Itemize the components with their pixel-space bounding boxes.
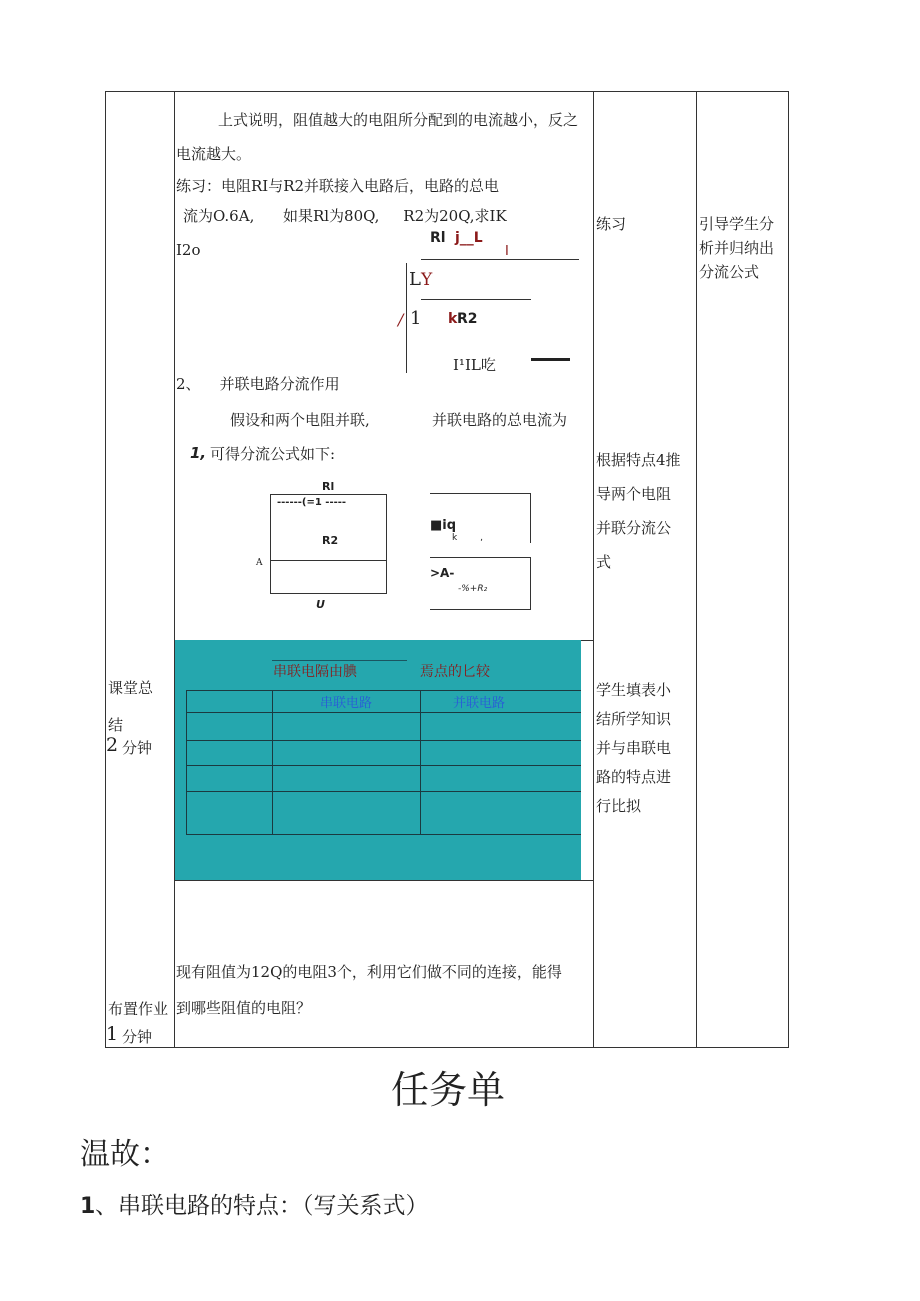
row1-activity: 练习 (596, 215, 627, 233)
row3-stage: 布置作业 (108, 1000, 169, 1018)
fig2-dashes: ------(=1 ----- (277, 497, 347, 508)
row2-minutes-num: 2 (106, 734, 119, 756)
fig2-formula-2-sub: -%+R₂ (458, 584, 488, 594)
row2-minutes-unit: 分钟 (122, 739, 153, 757)
exercise-line3: I2o (176, 241, 201, 259)
homework-line2: 到哪些阻值的电阻？ (176, 999, 312, 1017)
fig1-label-r2: R2 (457, 311, 478, 327)
para1-line1: 上式说明，阻值越大的电阻所分配到的电流越小，反之 (218, 111, 579, 129)
fig2-formula-1: ■iq (430, 518, 457, 533)
fig1-label-k: k (448, 311, 458, 327)
section2-line1: 假设和两个电阻并联, (230, 411, 370, 429)
comparison-title-left: 串联电隔由腆 (273, 664, 357, 680)
section2-line2: 可得分流公式如下: (210, 445, 336, 463)
fig1-label-1: 1 (410, 308, 422, 329)
fig1-label-y: Y (421, 270, 433, 290)
fig2-formula-2: >A- (430, 566, 455, 580)
fig2-label-u: U (316, 598, 325, 611)
comparison-title-right: 焉点的匕较 (420, 664, 490, 680)
row2-stage-line2: 结 (108, 716, 124, 734)
fig2-label-a: A (256, 558, 263, 568)
comparison-header-series: 串联电路 (320, 696, 373, 711)
row3-minutes-unit: 分钟 (122, 1028, 153, 1046)
row1-purpose: 引导学生分析并归纳出分流公式 (699, 215, 775, 281)
fig1-label-r1: Rl (430, 230, 446, 246)
item1-text: 、串联电路的特点：（写关系式） (95, 1193, 429, 1219)
fig1-label-i: I (505, 244, 509, 259)
para1-line2: 电流越大。 (176, 145, 252, 163)
row3-minutes-num: 1 (106, 1023, 119, 1045)
fig1-label-r1-line: j__L (455, 230, 483, 246)
fig1-label-slash: / (398, 310, 404, 329)
fig2-label-r1: Rl (322, 480, 335, 493)
comparison-header-parallel: 并联电路 (453, 696, 506, 711)
section2-title: 2、 并联电路分流作用 (176, 375, 340, 393)
row2-activity: 学生填表小结所学知识并与串联电路的特点进行比拟 (596, 681, 672, 815)
comparison-panel (175, 640, 581, 880)
review-heading: 温故： (80, 1137, 170, 1172)
task-sheet-title: 任务单 (390, 1068, 505, 1112)
fig1-label-l: L (409, 269, 421, 290)
fig2-formula-1-sub: k , (452, 533, 483, 543)
item1-number: 1 (80, 1194, 96, 1219)
fig1-label-bottom: I¹IL吃 (453, 356, 496, 374)
exercise-line1: 练习：电阻RI与R2并联接入电路后，电路的总电 (176, 177, 500, 195)
homework-line1: 现有阻值为12Q的电阻3个，利用它们做不同的连接，能得 (176, 963, 562, 981)
exercise-line2: 流为O.6A, 如果Rl为80Q, R2为20Q,求IK (183, 207, 507, 225)
section2-current-symbol: 1, (190, 444, 207, 462)
row2-stage-line1: 课堂总 (108, 679, 154, 697)
section2-line1b: 并联电路的总电流为 (432, 411, 568, 429)
row1-activity-b: 根据特点4推导两个电阻并联分流公式 (596, 451, 681, 571)
fig2-label-r2: R2 (322, 534, 339, 547)
